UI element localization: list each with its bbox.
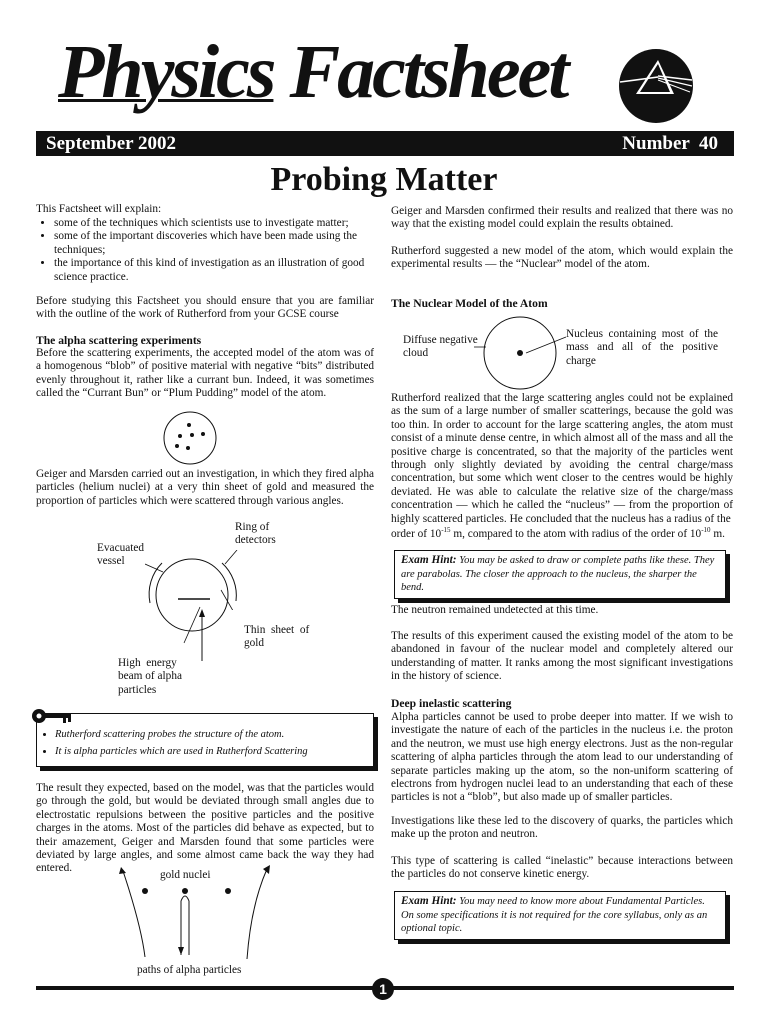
inelastic-definition-paragraph: This type of scattering is called “inelastic” because interactions between the particles do not conserve kinetic energy.	[391, 855, 733, 881]
issue-bar	[36, 131, 734, 156]
exam-hint-label: Exam Hint:	[401, 554, 457, 566]
rutherford-explanation-paragraph: Rutherford realized that the large scattering angles could not be explained as the sum of a large number of smaller scatterings, because the gold was too thin. In order to account for the large scattering angles, the atom must consist of a minute dense centre, in which almost all of the mass and all the positive charge is concentrated, so that the majority of the particles went through only slightly deviated by avoiding the central charge/mass concentration, but some which went closer to the centres would be highly deviated. He was able to calculate the relative size of the charge/mass concentration — which he called the “nucleus” — from the proportion of highly scattered particles. He concluded that the nucleus has a radius of the	[391, 392, 733, 525]
radius-exponent-1: -15	[441, 526, 451, 534]
radius-text-2: m, compared to the atom with radius of the order of 10	[450, 527, 702, 540]
nucleus-radius-sentence	[391, 524, 733, 541]
masthead-word-factsheet: Factsheet	[289, 30, 567, 114]
issue-number: Number 40	[622, 133, 718, 154]
alpha-paths-label: paths of alpha particles	[137, 964, 242, 976]
neutron-sentence: The neutron remained undetected at this time.	[391, 604, 599, 616]
intro-bullet-list	[36, 217, 374, 284]
intro-bullet: • the importance of this kind of investigation as an illustration of good science practice.	[54, 257, 374, 284]
intro-bullet: • some of the techniques which scientists use to investigate matter;	[54, 217, 374, 230]
key-points-box	[36, 713, 374, 767]
deep-inelastic-paragraph: Alpha particles cannot be used to probe deeper into matter. If we wish to investigate the nature of each of the particles in the nucleus i.e. the proton and the neutron, we must use high energy electrons. Just as the non-regular scattering of alpha particles through the atom lead to our understanding of separate particles making up the atom, so the non-uniform scattering of electrons from hydrogen nuclei lead to an understanding that each of these particles is not a “blob”, but also made up of smaller particles.	[391, 711, 733, 804]
radius-text-3: m.	[710, 527, 725, 540]
diffuse-cloud-label: Diffuse negative cloud	[403, 334, 478, 360]
prerequisite-text: Before studying this Factsheet you should ensure that you are familiar with the outline of the work of Rutherford from your GCSE course	[36, 295, 374, 321]
nucleus-label: Nucleus containing most of the mass and all of the positive charge	[566, 328, 718, 367]
alpha-scattering-paragraph: Before the scattering experiments, the accepted model of the atom was of a homogenous “blob” of positive material with negative “bits” distributed evenly throughout it, rather like a currant bun. Indeed, it was sometimes called the “Currant Bun” or “Plum Pudding” model of the atom.	[36, 347, 374, 400]
deep-inelastic-heading: Deep inelastic scattering	[391, 697, 512, 710]
confirmation-paragraph: Geiger and Marsden confirmed their results and realized that there was no way that the existing model could explain the results obtained.	[391, 205, 733, 231]
alpha-beam-label: High energy beam of alpha particles	[118, 657, 185, 696]
issue-date: September 2002	[46, 133, 176, 154]
pointer-lines	[145, 550, 255, 610]
expected-result-paragraph: The result they expected, based on the model, was that the particles would go through the gold, but would be deviated through small angles due to electrostatic repulsions between the positive particles and the positive charges in the atoms. Most of the particles did behave as expected, but to their amazement, Geiger and Marsden found that some particles were deviated by large angles, and some almost came back the way they had entered.	[36, 782, 374, 875]
key-point: • Rutherford scattering probes the structure of the atom.	[55, 726, 367, 743]
geiger-marsden-paragraph: Geiger and Marsden carried out an investigation, in which they fired alpha particles (helium nuclei) at a very thin sheet of gold and measured the proportion of particles which were scattered through various angles.	[36, 468, 374, 507]
nuclear-model-intro: Rutherford suggested a new model of the atom, which would explain the experimental results — the “Nuclear” model of the atom.	[391, 245, 733, 271]
intro-text: This Factsheet will explain:	[36, 203, 162, 215]
plum-pudding-diagram	[160, 410, 220, 466]
key-point: • It is alpha particles which are used in Rutherford Scattering	[55, 743, 367, 760]
radius-text-1: order of 10	[391, 527, 442, 540]
intro-bullet: • some of the important discoveries which have been made using the techniques;	[54, 230, 374, 257]
exam-hint-label: Exam Hint:	[401, 895, 457, 907]
quarks-paragraph: Investigations like these led to the discovery of quarks, the particles which make up the proton and neutron.	[391, 815, 733, 841]
evacuated-vessel-label: Evacuated vessel	[97, 542, 145, 568]
page-title: Probing Matter	[270, 161, 498, 198]
masthead-word-physics: Physics	[58, 30, 274, 114]
page-number: 1	[372, 978, 394, 1000]
ring-detectors-label: Ring of detectors	[235, 521, 276, 547]
exam-hint-text: You may need to know more about Fundamental Particles. On some specifications it is not required for the core syllabus, only as an optional topic.	[401, 896, 708, 935]
prism-logo-icon	[618, 48, 694, 124]
gold-sheet-label: Thin sheet of gold	[244, 624, 313, 650]
exam-hint-box-fundamental	[394, 891, 726, 940]
key-icon	[29, 706, 75, 726]
exam-hint-text: You may be asked to draw or complete paths like these. They are parabolas. The closer the approach to the nucleus, the sharper the bend.	[401, 555, 715, 594]
alpha-scattering-heading: The alpha scattering experiments	[36, 334, 202, 347]
nuclear-model-heading: The Nuclear Model of the Atom	[391, 297, 548, 310]
masthead-title	[58, 30, 567, 114]
key-points-list	[43, 726, 367, 760]
exam-hint-box-parabolas	[394, 550, 726, 599]
results-significance-paragraph: The results of this experiment caused the existing model of the atom to be abandoned in favour of the nuclear model and completely altered our understanding of matter. It ranks among the most significant investigations in the history of science.	[391, 630, 733, 683]
gold-nuclei-label: gold nuclei	[160, 869, 211, 881]
radius-exponent-2: -10	[701, 526, 711, 534]
